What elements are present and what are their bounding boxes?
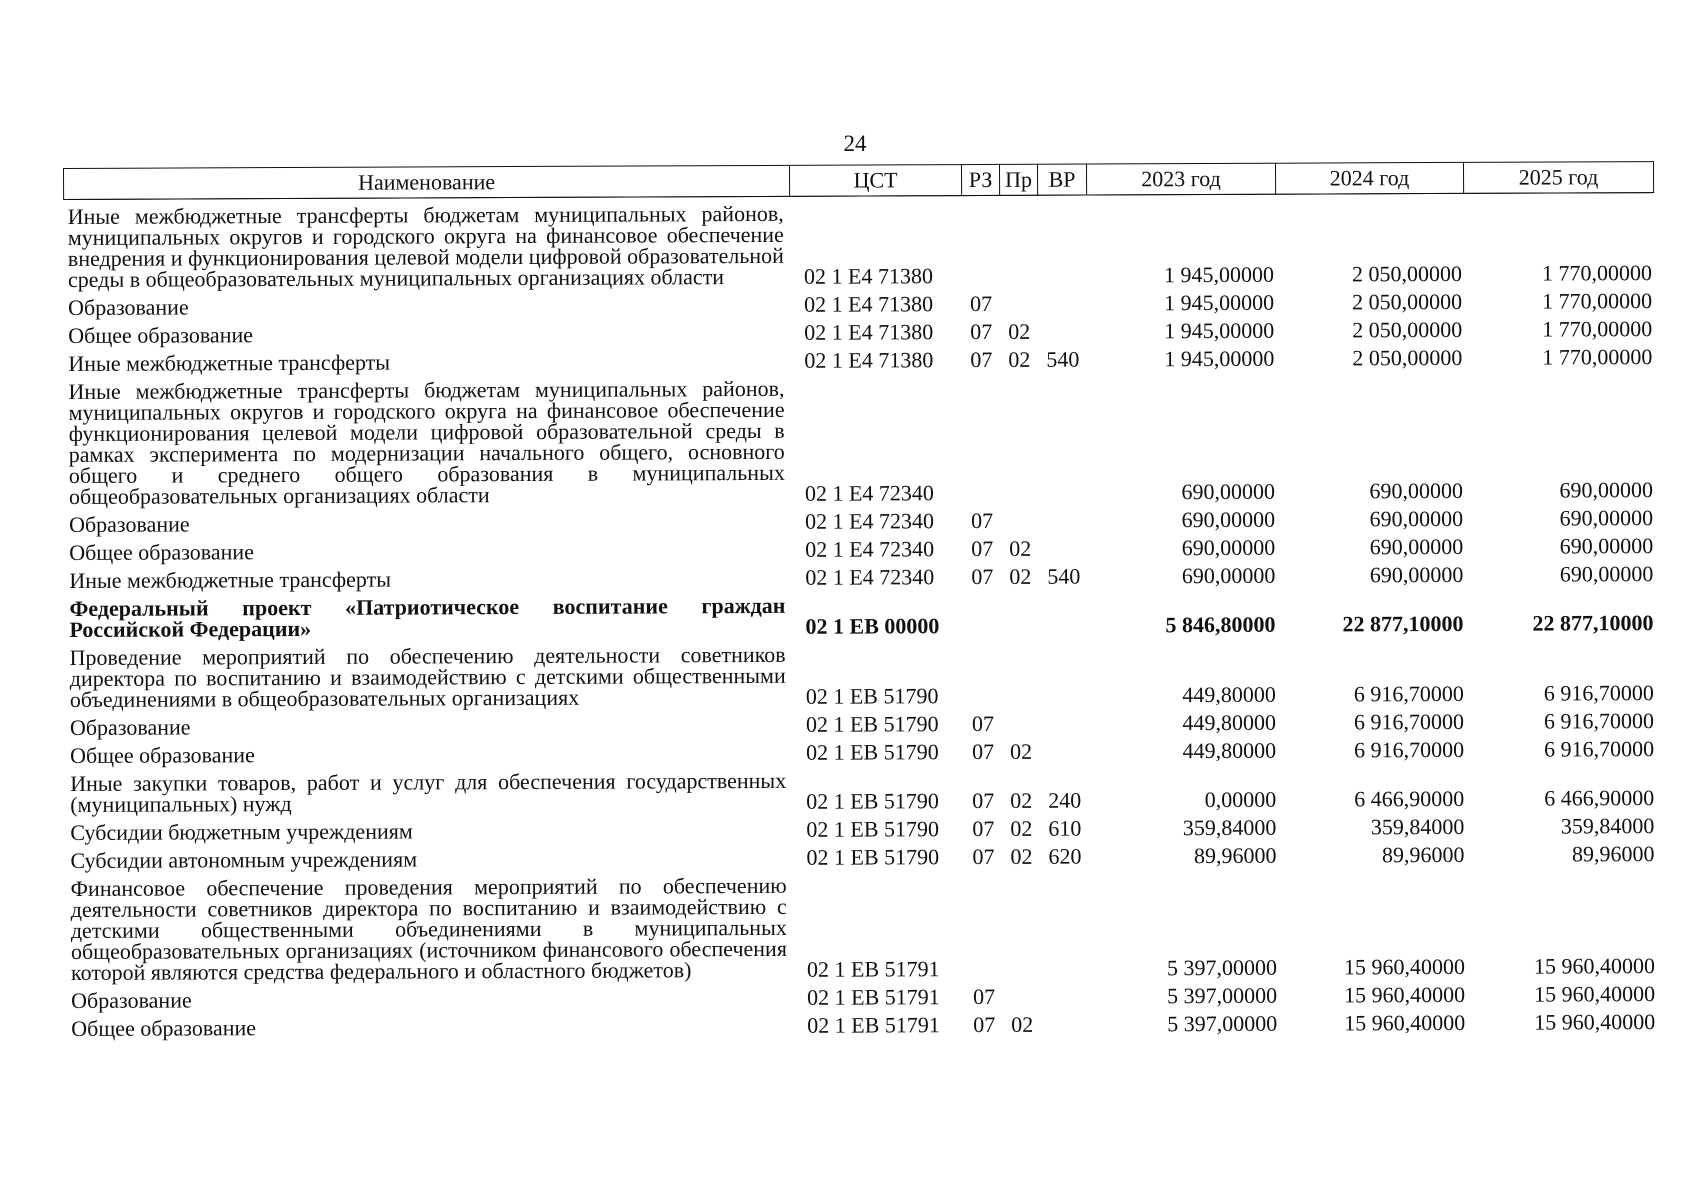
row-value-2023: 5 846,80000	[1165, 611, 1276, 638]
row-vr	[1039, 587, 1088, 636]
row-name: Иные закупки товаров, работ и услуг для обеспечения государственных (муниципальных) нужд	[70, 767, 787, 817]
row-rz	[963, 587, 1001, 636]
row-value-2024: 15 960,40000	[1344, 981, 1466, 1008]
row-pr: 02	[1009, 563, 1032, 589]
row-value-2025: 22 877,10000	[1532, 610, 1654, 636]
row-value-2025: 15 960,40000	[1533, 953, 1656, 979]
row-name: Образование	[69, 511, 190, 537]
row-pr: 02	[1011, 1011, 1034, 1037]
row-value-2023: 5 397,00000	[1167, 1010, 1278, 1037]
row-value-2025: 1 770,00000	[1542, 316, 1653, 342]
row-value-2025: 6 466,90000	[1544, 785, 1655, 811]
row-vr	[1038, 370, 1088, 503]
row-rz: 07	[973, 983, 996, 1010]
row-rz	[962, 195, 1000, 286]
row-code: 02 1 EB 51791	[807, 984, 940, 1010]
row-value-2023: 5 397,00000	[1167, 982, 1278, 1009]
row-code: 02 1 E4 72340	[805, 536, 935, 562]
row-rz	[964, 636, 1002, 706]
row-rz: 07	[971, 535, 994, 562]
row-value-2023: 0,00000	[1204, 786, 1277, 813]
row-name: Образование	[68, 294, 189, 320]
row-rz: 07	[970, 290, 993, 317]
row-code: 02 1 EB 51790	[805, 711, 939, 737]
row-value-2023: 359,84000	[1182, 814, 1277, 841]
row-value-2023: 1 945,00000	[1164, 317, 1275, 344]
row-code: 02 1 E4 72340	[805, 564, 935, 590]
row-value-2025: 15 960,40000	[1534, 1009, 1656, 1035]
row-pr	[1000, 195, 1038, 286]
row-name: Проведение мероприятий по обеспечению деятельности советников директора по воспитанию и взаимодействию с детскими общественными объединениями в общеобразовательных организациях	[69, 641, 786, 712]
table-row	[65, 584, 1655, 640]
row-code: 02 1 E4 71380	[804, 319, 934, 345]
row-value-2023: 5 397,00000	[1166, 954, 1278, 981]
row-pr: 02	[1010, 787, 1033, 813]
row-value-2025: 6 916,70000	[1543, 736, 1655, 762]
row-code: 02 1 EB 51790	[806, 788, 939, 814]
row-value-2024: 6 916,70000	[1353, 736, 1465, 763]
row-vr	[1038, 195, 1087, 286]
row-vr: 540	[1047, 563, 1081, 589]
row-pr	[1000, 286, 1038, 314]
row-pr: 02	[1009, 738, 1033, 764]
row-rz: 07	[972, 738, 995, 765]
row-value-2025: 15 960,40000	[1534, 981, 1656, 1007]
row-rz: 07	[970, 507, 994, 534]
row-value-2023: 690,00000	[1181, 478, 1275, 505]
row-name: Общее образование	[71, 1015, 257, 1041]
row-name: Образование	[71, 987, 192, 1013]
row-value-2023: 449,80000	[1182, 737, 1277, 764]
row-value-2023: 449,80000	[1182, 681, 1276, 708]
row-value-2024: 89,96000	[1381, 841, 1465, 868]
column-header-pr: Пр	[999, 164, 1037, 195]
table-row	[67, 864, 1657, 983]
row-rz: 07	[972, 843, 995, 870]
row-value-2024: 15 960,40000	[1343, 953, 1466, 980]
row-pr	[1001, 587, 1039, 636]
row-vr	[1041, 867, 1090, 979]
row-rz: 07	[972, 787, 995, 814]
row-code: 02 1 EB 51790	[805, 683, 939, 709]
row-value-2024: 690,00000	[1369, 561, 1464, 588]
row-value-2024: 2 050,00000	[1352, 288, 1463, 315]
row-name: Общее образование	[70, 742, 255, 768]
column-header-name: Наименование	[64, 165, 790, 199]
row-vr: 620	[1048, 843, 1082, 869]
column-header-vr: ВР	[1037, 164, 1086, 195]
row-value-2025: 690,00000	[1559, 561, 1654, 587]
row-pr: 02	[1008, 318, 1031, 344]
row-value-2025: 359,84000	[1560, 813, 1655, 839]
row-vr: 540	[1046, 346, 1080, 372]
row-code: 02 1 E4 72340	[804, 508, 935, 534]
row-code: 02 1 E4 71380	[804, 291, 934, 317]
row-rz	[965, 867, 1003, 979]
row-pr	[1000, 370, 1039, 503]
row-rz: 07	[972, 815, 995, 842]
row-value-2025: 1 770,00000	[1542, 344, 1653, 370]
row-value-2023: 690,00000	[1181, 506, 1276, 533]
table-body	[64, 193, 1658, 1039]
row-vr: 610	[1048, 815, 1082, 841]
table-row	[66, 759, 1656, 815]
row-code: 02 1 EB 51790	[806, 739, 939, 765]
row-value-2024: 2 050,00000	[1351, 260, 1463, 287]
row-value-2024: 690,00000	[1369, 533, 1464, 560]
row-vr	[1040, 706, 1089, 734]
row-name: Субсидии бюджетным учреждениям	[70, 818, 413, 845]
row-vr	[1038, 286, 1087, 314]
table-row	[64, 193, 1654, 290]
row-name: Общее образование	[68, 322, 254, 348]
row-code: 02 1 E4 72340	[804, 480, 934, 506]
row-pr	[1002, 706, 1040, 734]
row-value-2023: 89,96000	[1193, 842, 1277, 869]
row-name: Иные межбюджетные трансферты	[68, 349, 391, 376]
row-value-2025: 89,96000	[1571, 841, 1655, 867]
row-value-2024: 22 877,10000	[1342, 610, 1464, 637]
column-header-rz: РЗ	[961, 164, 999, 195]
row-value-2023: 690,00000	[1181, 562, 1276, 589]
row-rz: 07	[973, 1011, 996, 1038]
row-value-2024: 690,00000	[1369, 505, 1464, 532]
row-pr: 02	[1009, 535, 1032, 561]
row-value-2024: 6 916,70000	[1353, 680, 1464, 707]
row-value-2025: 1 770,00000	[1542, 288, 1653, 314]
row-code: 02 1 EB 51790	[806, 816, 940, 842]
row-name: Иные межбюджетные трансферты бюджетам муниципальных районов, муниципальных округов и городского округа на финансовое обеспечение функционирования целевой модели цифровой образовательной среды в рамках эксперимента по модернизации начального общего, основного общего и среднего общего образования в муниципальных общеобразовательных организациях области	[68, 375, 785, 509]
row-pr: 02	[1010, 843, 1033, 869]
row-rz: 07	[971, 563, 994, 590]
row-pr: 02	[1008, 346, 1031, 372]
row-vr	[1041, 979, 1090, 1007]
row-name: Федеральный проект «Патриотическое воспитание граждан Российской Федерации»	[69, 592, 786, 642]
row-rz	[962, 370, 1001, 503]
column-header-code: ЦСТ	[789, 165, 961, 197]
row-value-2024: 690,00000	[1369, 477, 1463, 504]
row-vr	[1041, 1007, 1090, 1035]
row-name: Образование	[69, 714, 191, 740]
row-value-2025: 690,00000	[1559, 505, 1654, 531]
row-code: 02 1 E4 71380	[804, 347, 934, 373]
row-value-2023: 1 945,00000	[1164, 289, 1275, 316]
row-value-2025: 690,00000	[1559, 533, 1654, 559]
row-name: Субсидии автономным учреждениям	[70, 846, 418, 873]
row-code: 02 1 EB 51790	[806, 844, 940, 870]
column-header-2025: 2025 год	[1463, 162, 1653, 194]
row-value-2024: 6 466,90000	[1354, 785, 1465, 812]
table-row	[66, 633, 1656, 710]
row-value-2023: 690,00000	[1181, 534, 1276, 561]
row-pr	[1003, 979, 1041, 1007]
row-value-2025: 6 916,70000	[1543, 708, 1654, 734]
page-number: 24	[843, 131, 867, 156]
row-pr: 02	[1010, 815, 1033, 841]
row-name: Иные межбюджетные трансферты	[69, 566, 392, 593]
row-rz: 07	[970, 346, 993, 373]
row-code: 02 1 E4 71380	[803, 263, 933, 289]
row-value-2025: 6 916,70000	[1543, 680, 1654, 706]
row-name: Финансовое обеспечение проведения мероприятий по обеспечению деятельности советников директора по воспитанию и взаимодействию с детскими общественными объединениями в муниципальных общеобразовательных организациях (источником финансового обеспечения которой являются средства федерального и областного бюджетов)	[70, 872, 787, 985]
row-value-2024: 2 050,00000	[1352, 344, 1463, 371]
row-code: 02 1 EB 51791	[806, 956, 940, 982]
row-code: 02 1 EB 00000	[805, 613, 940, 639]
row-name: Иные межбюджетные трансферты бюджетам муниципальных районов, муниципальных округов и городского округа на финансовое обеспечение внедрения и функционирования целевой модели цифровой образовательной среды в общеобразовательных муниципальных организациях области	[67, 200, 784, 292]
row-vr	[1040, 734, 1089, 762]
row-value-2023: 1 945,00000	[1163, 261, 1275, 288]
row-value-2023: 1 945,00000	[1164, 345, 1275, 372]
row-value-2024: 15 960,40000	[1344, 1009, 1466, 1036]
row-name: Общее образование	[69, 539, 254, 565]
row-value-2024: 2 050,00000	[1352, 316, 1463, 343]
row-value-2025: 1 770,00000	[1541, 260, 1653, 286]
row-rz: 07	[971, 710, 994, 737]
row-vr	[1039, 531, 1088, 559]
column-header-2024: 2024 год	[1275, 162, 1463, 194]
row-vr	[1039, 503, 1088, 531]
row-pr	[1002, 636, 1040, 706]
row-vr	[1040, 636, 1089, 706]
budget-table	[63, 161, 1658, 1039]
row-vr	[1038, 314, 1087, 342]
table-row	[64, 367, 1655, 507]
row-value-2024: 359,84000	[1370, 813, 1465, 840]
row-value-2024: 6 916,70000	[1353, 708, 1464, 735]
row-value-2023: 449,80000	[1182, 709, 1276, 736]
row-rz: 07	[970, 318, 993, 345]
row-pr	[1003, 867, 1041, 979]
row-pr	[1001, 503, 1039, 531]
row-value-2025: 690,00000	[1559, 477, 1653, 503]
row-vr: 240	[1048, 787, 1082, 813]
column-header-2023: 2023 год	[1086, 163, 1275, 195]
row-code: 02 1 EB 51791	[807, 1012, 940, 1038]
